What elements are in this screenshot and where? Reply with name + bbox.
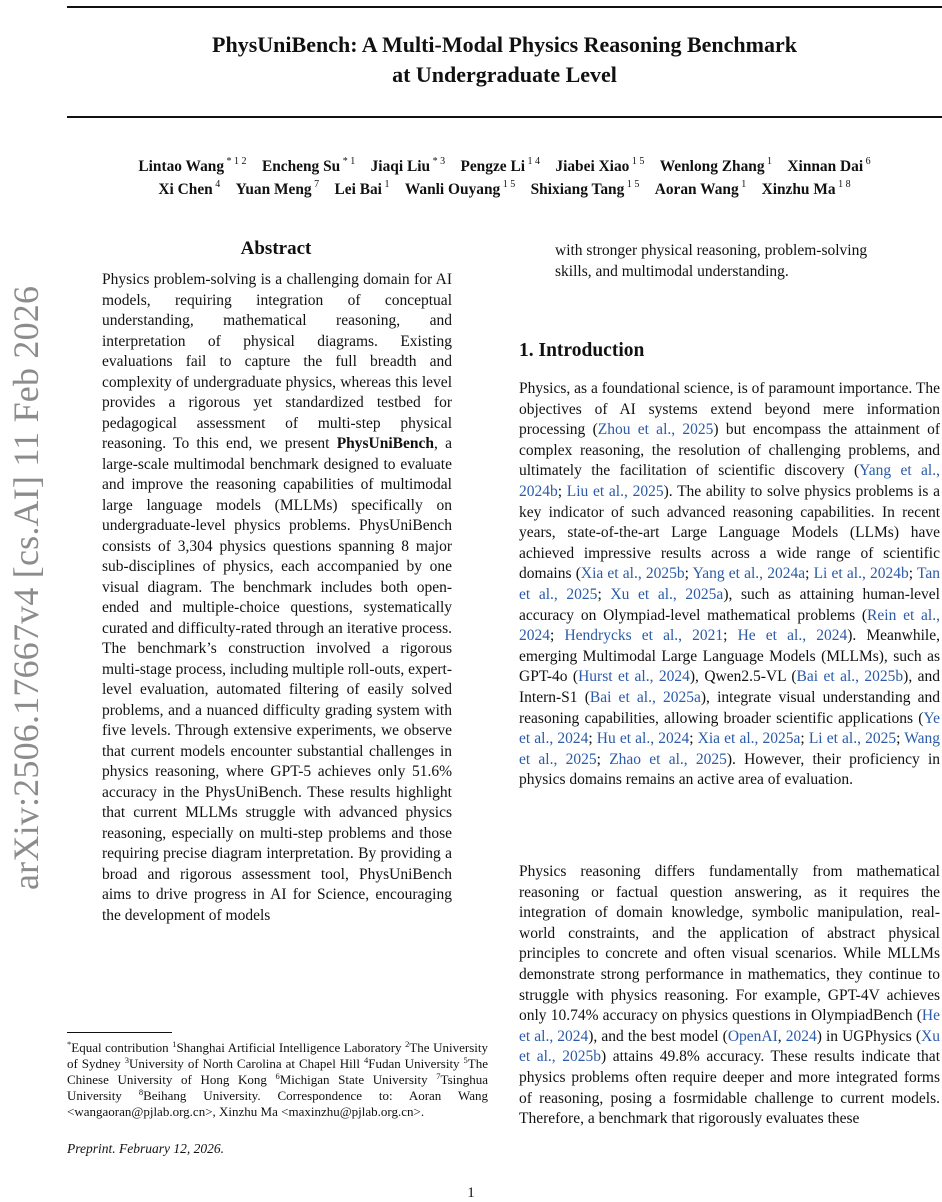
top-rule <box>67 6 942 8</box>
citation-link[interactable]: Hendrycks et al., 2021 <box>564 627 724 645</box>
author-name: Xi Chen <box>158 181 213 198</box>
citation-link[interactable]: Liu et al., 2025 <box>566 482 664 500</box>
author-affiliation-marks: 1 <box>738 179 747 190</box>
introduction-paragraph-1 <box>519 379 940 791</box>
paragraph-text: , <box>777 1027 786 1045</box>
author-affiliation-marks: 7 <box>311 179 320 190</box>
citation-link[interactable]: He et al., 2024 <box>519 1007 940 1045</box>
author-affiliation-marks: * 1 2 <box>224 156 247 167</box>
title-line-2: at Undergraduate Level <box>392 62 617 87</box>
paragraph-text: ; <box>550 627 565 645</box>
paragraph-text: ) in UGPhysics ( <box>816 1027 922 1045</box>
citation-link[interactable]: Ye et al., 2024 <box>519 709 940 748</box>
author-affiliation-marks: 1 4 <box>525 156 540 167</box>
author-name: Pengze Li <box>460 158 525 175</box>
author-affiliation-marks: 1 5 <box>629 156 645 167</box>
author-name: Yuan Meng <box>235 181 312 198</box>
arxiv-stamp: arXiv:2506.17667v4 [cs.AI] 11 Feb 2026 <box>6 285 46 890</box>
paragraph-text: ; <box>896 730 905 748</box>
paragraph-text: ), such as attaining human-level accuracy on Olympiad-level mathematical problems ( <box>519 585 940 624</box>
paragraph-text: ; <box>723 627 738 645</box>
paragraph-text: Physics, as a foundational science, is of paramount importance. The objectives of AI systems extend beyond mere information processing ( <box>519 380 940 439</box>
title-bottom-rule <box>67 116 942 118</box>
paragraph-text: ; <box>597 585 611 603</box>
introduction-heading: 1. Introduction <box>519 340 645 361</box>
paragraph-text: ; <box>800 730 809 748</box>
paragraph-text: ). The ability to solve physics problems is a key indicator of such advanced reasoning capabilities. In recent years, state-of-the-art Large Language Models (LLMs) have achieved impressive results across a wide range of scientific domains ( <box>519 482 940 583</box>
paragraph-text: ). Meanwhile, emerging Multimodal Large Language Models (MLLMs), such as GPT-4o ( <box>519 627 940 686</box>
author-name: Encheng Su <box>261 158 341 175</box>
citation-link[interactable]: OpenAI <box>727 1027 778 1045</box>
author-name: Lei Bai <box>334 181 382 198</box>
citation-link[interactable]: Li et al., 2025 <box>808 730 897 748</box>
citation-link[interactable]: Tan et al., 2025 <box>519 565 940 603</box>
paragraph-text: ; <box>805 565 814 583</box>
paragraph-text: ). However, their proficiency in physics domains remains an active area of evaluation. <box>519 750 941 789</box>
paper-title <box>67 30 942 90</box>
paragraph-text: ), and the best model ( <box>588 1027 728 1045</box>
preprint-date: Preprint. February 12, 2026. <box>67 1141 224 1156</box>
author-affiliation-marks: 6 <box>863 156 871 167</box>
citation-link[interactable]: Bai et al., 2025b <box>796 668 904 686</box>
citation-link[interactable]: Xia et al., 2025b <box>580 565 685 583</box>
paragraph-text: ) but encompass the attainment of complex reasoning, the resolution of challenging problems, and ultimately the facilitation of scientific discovery ( <box>519 421 941 480</box>
abstract-text-a: Physics problem-solving is a challenging domain for AI models, requiring integration of conceptual understanding, mathematical reasoning, and interpretation of physical diagrams. Existing evaluations fail to capture the full breadth and complexity of undergraduate physics, whereas this level provides a rigorous yet standardized testbed for pedagogical assessment of multi-step physical reasoning. To this end, we present <box>102 271 452 452</box>
author-affiliation-marks: * 1 <box>340 156 356 167</box>
abstract-body <box>102 270 452 926</box>
paragraph-text: ), and Intern-S1 ( <box>519 668 940 706</box>
citation-link[interactable]: Rein et al., 2024 <box>519 606 940 645</box>
author-line-1 <box>67 155 942 178</box>
author-affiliation-marks: 1 <box>381 179 390 190</box>
author-line-2 <box>67 178 942 201</box>
citation-link[interactable]: Xia et al., 2025a <box>697 730 801 748</box>
paragraph-text: Physics reasoning differs fundamentally from mathematical reasoning or factual question answering, as it requires the integration of domain knowledge, symbolic manipulation, real-world constraints, and the application of abstract physical principles to concrete and often visual scenarios. While MLLMs demonstrate strong performance in mathematics, they continue to struggle with physics reasoning. For example, GPT-4V achieves only 10.74% accuracy on physics questions in OlympiadBench ( <box>519 863 940 1025</box>
footnote-rule <box>67 1032 172 1033</box>
abstract-continuation: with stronger physical reasoning, problem-solving skills, and multimodal understanding. <box>555 242 868 280</box>
introduction-paragraph-2 <box>519 862 940 1130</box>
abstract-text-b: , a large-scale multimodal benchmark designed to evaluate and improve the reasoning capabilities of multimodal large language models (MLLMs) specifically on undergraduate-level physics problems. PhysUniBench consists of 3,304 physics questions spanning 8 major sub-disciplines of physics, each accompanied by one visual diagram. The benchmark includes both open-ended and multiple-choice questions, systematically curated and difficulty-rated through an iterative process. The benchmark’s construction involved a rigorous multi-stage process, including multiple roll-outs, expert-level evaluation, automated filtering of easily solved problems, and a nuanced difficulty grading system with five levels. Through extensive experiments, we observe that current models encounter substantial challenges in physics reasoning, where GPT-5 achieves only 51.6% accuracy in the PhysUniBench. These results highlight that current MLLMs struggle with advanced physics reasoning, especially on multi-step problems and those requiring precise diagram interpretation. By providing a broad and rigorous assessment tool, PhysUniBench aims to drive progress in AI for Science, encouraging the development of models <box>102 435 452 924</box>
paragraph-text: ) attains 49.8% accuracy. These results indicate that physics problems often require deeper and more integrated forms of reasoning, posing a fosrmidable challenge to current models. Therefore, a benchmark that rigorously evaluates these <box>519 1048 940 1128</box>
author-name: Jiabei Xiao <box>555 158 630 175</box>
author-name: Xinzhu Ma <box>761 181 836 198</box>
paragraph-text: ; <box>689 730 698 748</box>
paragraph-text: ; <box>908 565 917 583</box>
paragraph-text: ), integrate visual understanding and reasoning capabilities, allowing broader scientific applications ( <box>519 688 941 727</box>
abstract-heading: Abstract <box>240 238 312 259</box>
citation-link[interactable]: Zhao et al., 2025 <box>609 750 727 768</box>
citation-link[interactable]: Xu et al., 2025a <box>610 585 724 603</box>
author-name: Wanli Ouyang <box>404 181 501 198</box>
author-name: Lintao Wang <box>138 158 225 175</box>
author-list <box>67 155 942 201</box>
citation-link[interactable]: Bai et al., 2025a <box>589 688 701 706</box>
author-name: Jiaqi Liu <box>370 158 431 175</box>
citation-link[interactable]: Wang et al., 2025 <box>519 730 941 768</box>
page-number: 1 <box>467 1185 475 1201</box>
citation-link[interactable]: Hu et al., 2024 <box>596 730 690 748</box>
author-name: Xinnan Dai <box>787 158 864 175</box>
paragraph-text: ; <box>557 482 567 500</box>
citation-link[interactable]: Zhou et al., 2025 <box>597 421 714 439</box>
author-name: Wenlong Zhang <box>659 158 765 175</box>
author-affiliation-marks: 1 5 <box>500 179 516 190</box>
paragraph-text: ; <box>684 565 693 583</box>
citation-link[interactable]: 2024 <box>785 1027 817 1045</box>
citation-link[interactable]: Xu et al., 2025b <box>519 1027 941 1066</box>
affiliations-footnote: *Equal contribution $^1$Shanghai Artificial Intelligence Laboratory $^2$The University of Sydney $^3$University of North Carolina at Chapel Hill $^4$Fudan University $^5$The Chinese University of Hong Kong $^6$Michigan State University $^7$Tsinghua University $^8$Beihang University. Correspondence to: Aoran Wang <wangaoran@pjlab.org.cn>, Xinzhu Ma <maxinzhu@pjlab.org.cn>. <box>67 1039 489 1119</box>
author-affiliation-marks: * 3 <box>430 156 446 167</box>
citation-link[interactable]: Li et al., 2024b <box>813 565 909 583</box>
paragraph-text: ; <box>596 750 610 768</box>
citation-link[interactable]: Yang et al., 2024a <box>692 565 806 583</box>
author-affiliation-marks: 1 <box>764 156 773 167</box>
author-affiliation-marks: 4 <box>212 179 221 190</box>
paragraph-text: ), Qwen2.5-VL ( <box>689 668 797 686</box>
citation-link[interactable]: He et al., 2024 <box>737 627 848 645</box>
paragraph-text: ; <box>588 730 597 748</box>
title-line-1: PhysUniBench: A Multi-Modal Physics Reasoning Benchmark <box>212 32 797 57</box>
author-name: Aoran Wang <box>654 181 739 198</box>
benchmark-name: PhysUniBench <box>336 435 435 452</box>
citation-link[interactable]: Hurst et al., 2024 <box>578 668 690 686</box>
author-affiliation-marks: 1 8 <box>835 179 851 190</box>
author-affiliation-marks: 1 5 <box>624 179 640 190</box>
author-name: Shixiang Tang <box>530 181 625 198</box>
citation-link[interactable]: Yang et al., 2024b <box>519 462 940 500</box>
